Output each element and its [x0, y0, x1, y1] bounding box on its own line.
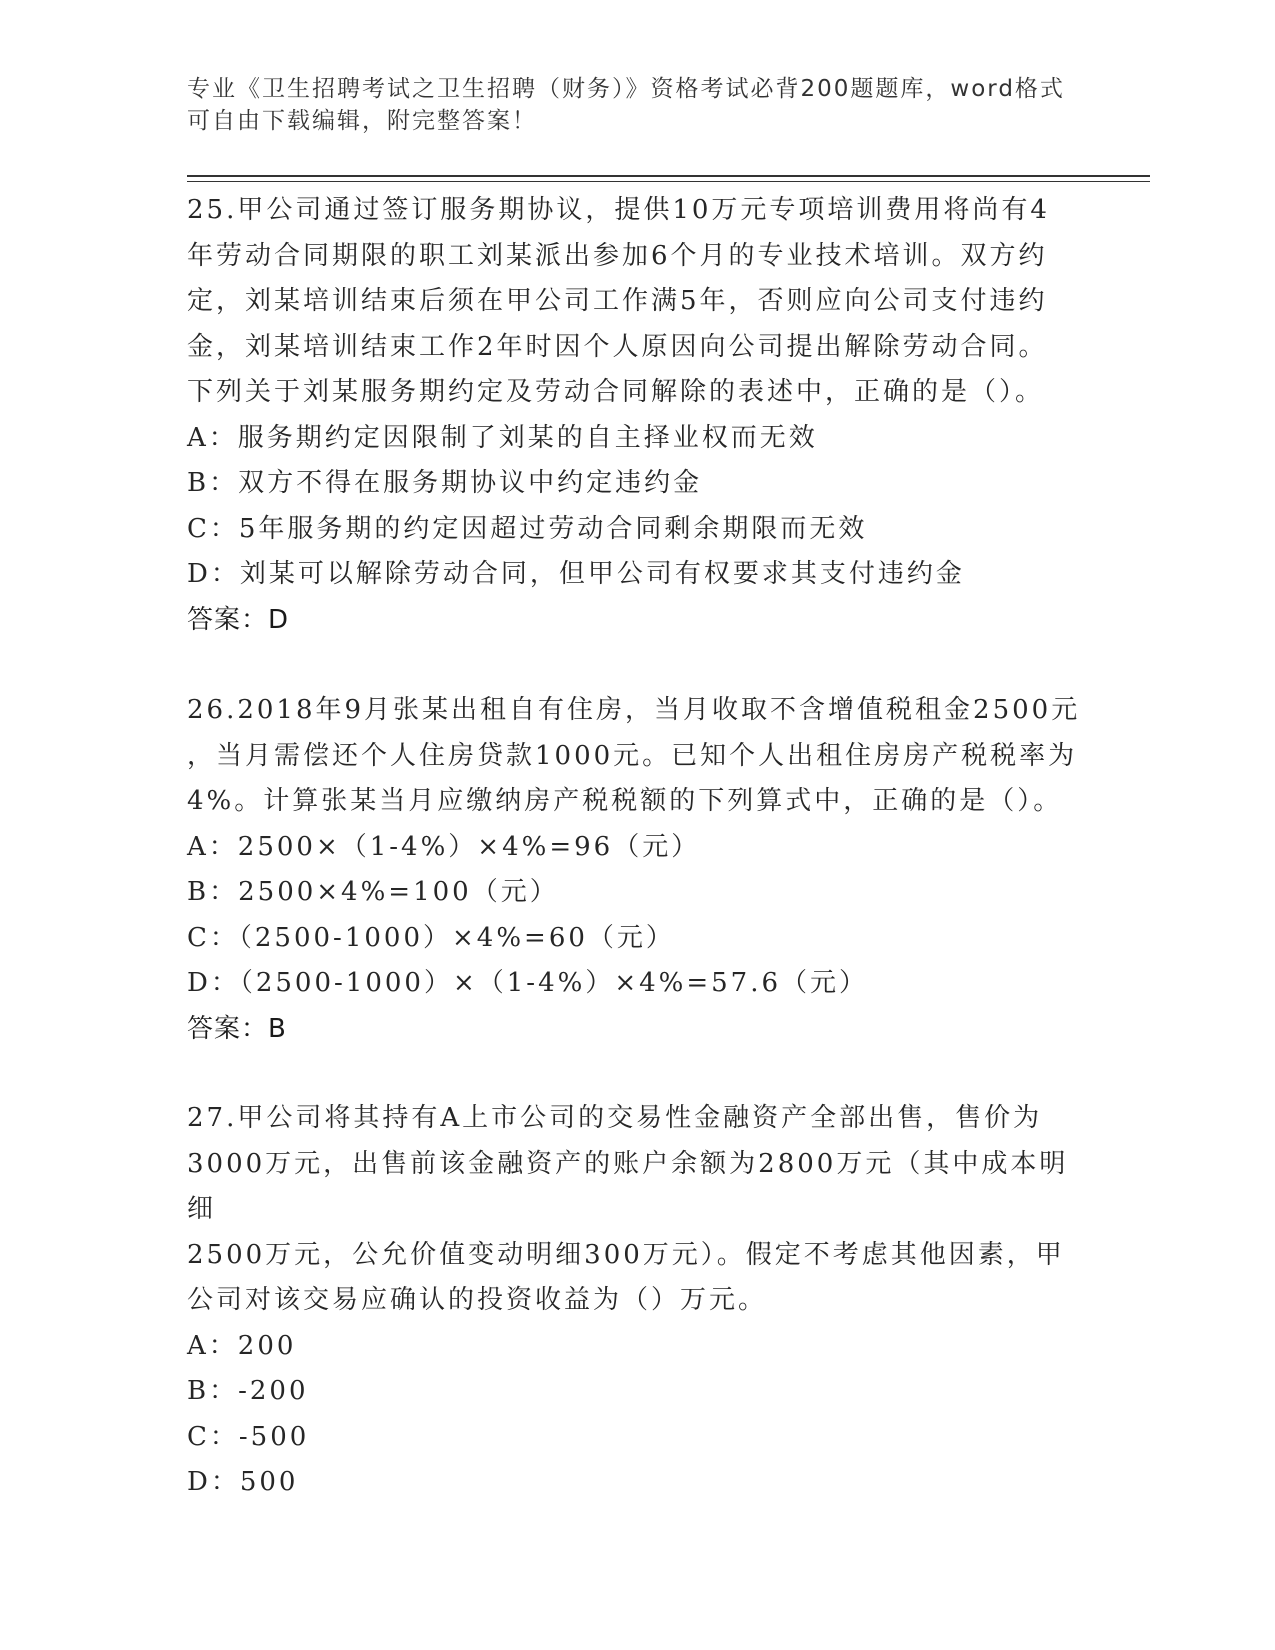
- question-stem-line: 25.甲公司通过签订服务期协议，提供10万元专项培训费用将尚有4: [187, 195, 1050, 225]
- question-stem-line: 2500万元，公允价值变动明细300万元）。假定不考虑其他因素，甲: [187, 1239, 1065, 1270]
- question-stem-line: 下列关于刘某服务期约定及劳动合同解除的表述中，正确的是（）。: [187, 377, 1045, 407]
- answer-text: 答案：B: [187, 1013, 287, 1044]
- document-header: [187, 73, 1087, 137]
- question-stem-line: 4%。计算张某当月应缴纳房产税税额的下列算式中，正确的是（）。: [187, 786, 1063, 816]
- question-stem-line: ，当月需偿还个人住房贷款1000元。已知个人出租住房房产税税率为: [187, 740, 1078, 771]
- option-c: C：5年服务期的约定因超过劳动合同剩余期限而无效: [187, 513, 868, 544]
- question-stem-line: 年劳动合同期限的职工刘某派出参加6个月的专业技术培训。双方约: [187, 240, 1048, 271]
- question-stem-line: 3000万元，出售前该金融资产的账户余额为2800万元（其中成本明细: [187, 1148, 1069, 1224]
- option-c: C：-500: [187, 1421, 310, 1452]
- option-b: B：2500×4%=100（元）: [187, 877, 559, 907]
- option-b: B：双方不得在服务期协议中约定违约金: [187, 468, 703, 498]
- option-d: D：（2500-1000）×（1-4%）×4%=57.6（元）: [187, 968, 869, 998]
- option-a: A：200: [187, 1330, 297, 1361]
- option-d: D：500: [187, 1467, 299, 1497]
- question-25: [187, 188, 1087, 643]
- question-stem-line: 定，刘某培训结束后须在甲公司工作满5年，否则应向公司支付违约: [187, 286, 1048, 316]
- header-title-line-2: 可自由下载编辑，附完整答案！: [187, 108, 537, 134]
- option-c: C：（2500-1000）×4%=60（元）: [187, 922, 675, 953]
- answer-text: 答案：D: [187, 604, 290, 635]
- question-27: [187, 1096, 1087, 1506]
- question-stem-line: 26.2018年9月张某出租自有住房，当月收取不含增值税租金2500元: [187, 695, 1081, 725]
- question-stem-line: 27.甲公司将其持有A上市公司的交易性金融资产全部出售，售价为: [187, 1103, 1043, 1133]
- header-title-line-1: 专业《卫生招聘考试之卫生招聘（财务）》资格考试必背200题题库，word格式: [187, 76, 1065, 102]
- option-b: B：-200: [187, 1376, 309, 1406]
- question-stem-line: 公司对该交易应确认的投资收益为（）万元。: [187, 1285, 768, 1315]
- header-divider-thin: [187, 181, 1150, 182]
- header-divider-thick: [187, 175, 1150, 177]
- question-26: [187, 688, 1087, 1052]
- question-stem-line: 金，刘某培训结束工作2年时因个人原因向公司提出解除劳动合同。: [187, 331, 1048, 362]
- option-d: D：刘某可以解除劳动合同，但甲公司有权要求其支付违约金: [187, 559, 965, 589]
- option-a: A：服务期约定因限制了刘某的自主择业权而无效: [187, 422, 818, 453]
- option-a: A：2500×（1-4%）×4%=96（元）: [187, 831, 701, 862]
